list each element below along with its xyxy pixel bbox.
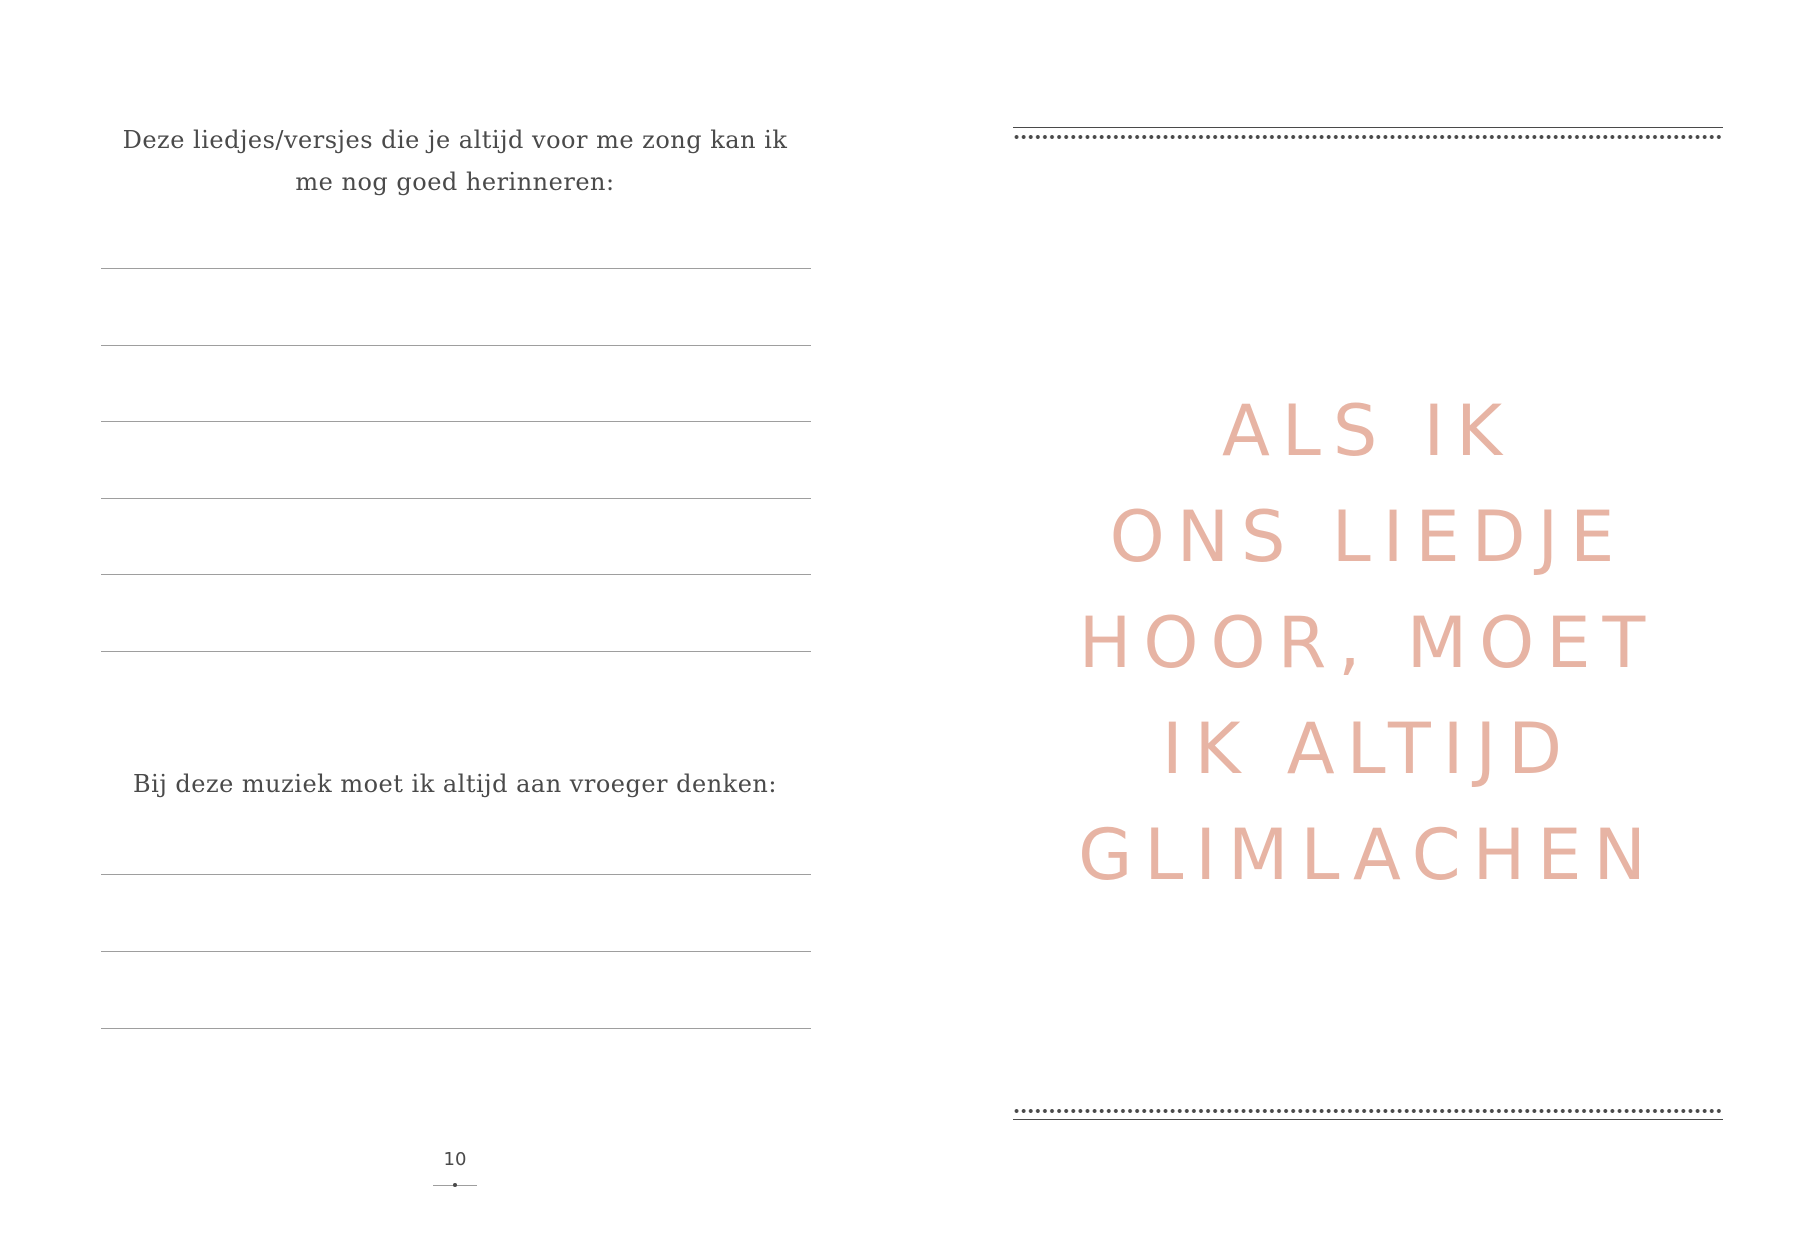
writing-line (101, 1028, 811, 1029)
prompt-music: Bij deze muziek moet ik altijd aan vroeger denken: (133, 770, 777, 798)
writing-line (101, 651, 811, 652)
quote-line: HOOR, MOET (1078, 602, 1658, 684)
quote-line: IK ALTIJD (1162, 708, 1574, 790)
writing-line (101, 345, 811, 346)
right-page (906, 0, 1812, 1245)
quote-heading (1013, 378, 1723, 908)
top-rule-dots (1013, 135, 1723, 139)
bottom-dotted-rule (1013, 1109, 1723, 1120)
writing-line (101, 874, 811, 875)
prompt-songs: Deze liedjes/versjes die je altijd voor me zong kan ik me nog goed herinneren: (122, 126, 788, 196)
top-rule-line (1013, 127, 1723, 128)
page-number-ornament-dot (453, 1183, 457, 1187)
bottom-rule-dots (1013, 1109, 1723, 1113)
writing-line (101, 268, 811, 269)
quote-line: GLIMLACHEN (1078, 814, 1658, 896)
writing-line (101, 498, 811, 499)
bottom-rule-line (1013, 1119, 1723, 1120)
quote-line: ONS LIEDJE (1109, 496, 1627, 578)
writing-line (101, 574, 811, 575)
page-number: 10 (443, 1149, 467, 1170)
top-dotted-rule (1013, 127, 1723, 139)
writing-line (101, 421, 811, 422)
quote-line: ALS IK (1221, 390, 1515, 472)
writing-line (101, 951, 811, 952)
